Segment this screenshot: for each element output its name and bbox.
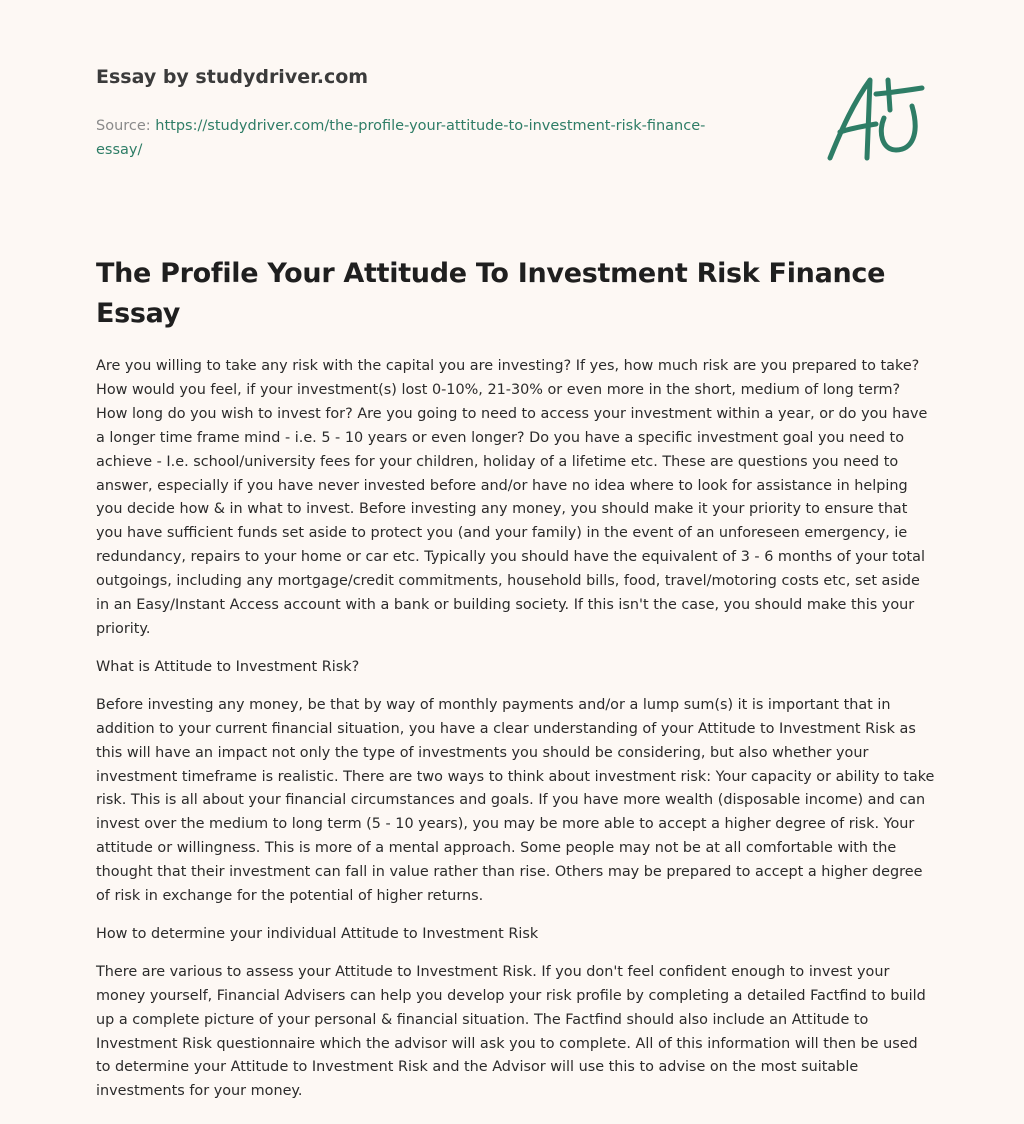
paragraph-intro: Are you willing to take any risk with the capital you are investing? If yes, how much risk are you prepared to take? How would you feel, if your investment(s) lost 0-10%, 21-30% or even more in the short, medium of long term? How long do you wish to invest for? Are you going to need to access your investment within a year, or do you have a longer time frame mind - i.e. 5 - 10 years or even longer? Do you have a specific investment goal you need to achieve - I.e. school/university fees for your children, holiday of a lifetime etc. These are questions you need to answer, especially if you have never invested before and/or have no idea where to look for assistance in helping you decide how & in what to invest. Before investing any money, you should make it your priority to ensure that you have sufficient funds set aside to protect you (and your family) in the event of an unforeseen emergency, ie redundancy, repairs to your home or car etc. Typically you should have the equivalent of 3 - 6 months of your total outgoings, including any mortgage/credit commitments, household bills, food, travel/motoring costs etc, set aside in an Easy/Instant Access account with a bank or building society. If this isn't the case, you should make this your priority. xyxy=(96,358,928,637)
paragraph-assess: There are various to assess your Attitude to Investment Risk. If you don't feel confident enough to invest your money yourself, Financial Advisers can help you develop your risk profile by completing a detailed Factfind to build up a complete picture of your personal & financial situation. The Factfind should also include an Attitude to Investment Risk questionnaire which the advisor will ask you to complete. All of this information will then be used to determine your Attitude to Investment Risk and the Advisor will use this to advise on the most suitable investments for your money. xyxy=(96,963,926,1100)
source-link-text-line2: essay/ xyxy=(96,142,143,158)
section-heading-how-to-determine: How to determine your individual Attitude to Investment Risk xyxy=(96,925,539,942)
a-plus-logo-icon xyxy=(820,66,930,166)
document-header xyxy=(96,62,776,162)
source-link[interactable] xyxy=(96,118,705,158)
section-heading-what-is-risk: What is Attitude to Investment Risk? xyxy=(96,658,360,675)
source-label: Source: xyxy=(96,118,151,134)
source-line xyxy=(96,114,776,162)
paragraph-attitude: Before investing any money, be that by way of monthly payments and/or a lump sum(s) it is important that in addition to your current financial situation, you have a clear understanding of your Attitude to Investment Risk as this will have an impact not only the type of investments you should be considering, but also whether your investment timeframe is realistic. There are two ways to think about investment risk: Your capacity or ability to take risk. This is all about your financial circumstances and goals. If you have more wealth (disposable income) and can invest over the medium to long term (5 - 10 years), you may be more able to accept a higher degree of risk. Your attitude or willingness. This is more of a mental approach. Some people may not be at all comfortable with the thought that their investment can fall in value rather than rise. Others may be prepared to accept a higher degree of risk in exchange for the potential of higher returns. xyxy=(96,696,935,905)
essay-title: The Profile Your Attitude To Investment Risk Finance Essay xyxy=(96,258,886,329)
source-link-text-line1: https://studydriver.com/the-profile-your-attitude-to-investment-risk-finance- xyxy=(155,118,706,134)
site-brand: Essay by studydriver.com xyxy=(96,66,369,88)
essay-body xyxy=(96,355,936,1118)
